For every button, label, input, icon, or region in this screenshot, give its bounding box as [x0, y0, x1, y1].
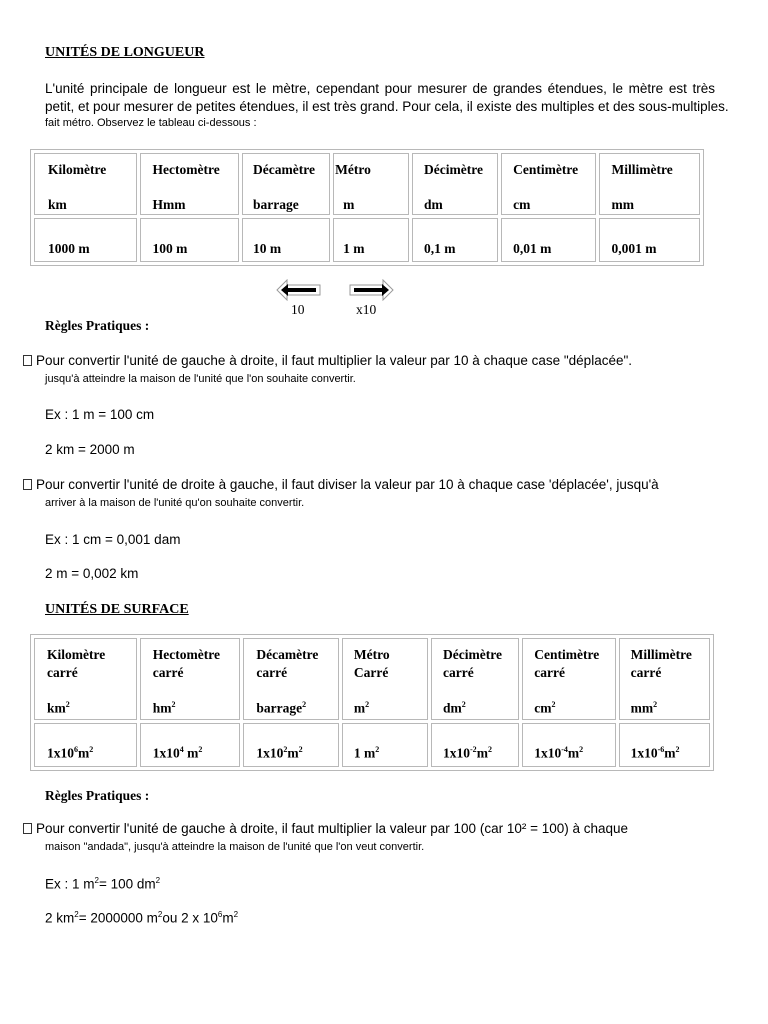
length-cell-mm: Millimètre mm — [599, 153, 700, 215]
bullet-icon — [23, 823, 32, 834]
length-rule1-example1: Ex : 1 m = 100 cm — [45, 407, 155, 422]
length-cell-dm: Décimètre dm — [412, 153, 498, 215]
surface-table — [30, 634, 714, 771]
surface-value-mm2: $1x10^{-6}m^2$ — [619, 723, 710, 767]
arrow-right-label: x10 — [356, 302, 377, 317]
surface-value-m2: 1 $m^2$ — [342, 723, 428, 767]
length-table — [30, 149, 704, 266]
surface-rule1-line2: maison "andada", jusqu'à atteindre la maison de l'unité que l'on veut convertir. — [45, 841, 425, 853]
length-rule1: Pour convertir l'unité de gauche à droite, il faut multiplier la valeur par 10 à chaque case "déplacée". — [23, 353, 632, 368]
arrow-left-icon — [276, 279, 322, 301]
length-table-value-row — [34, 218, 700, 262]
length-intro-line2: petit, et pour mesurer de petites étendues, il est très grand. Pour cela, il existe des multiples et des sous-multiples. — [45, 99, 729, 114]
surface-cell-mm2: Millimètre carré $mm^2$ — [619, 638, 710, 720]
surface-example2: 2 $km^2= 2000000$ $m^2ou$ 2 x $10^6m^2$ — [45, 910, 239, 926]
surface-cell-hm2: Hectomètre carré $hm^2$ — [140, 638, 241, 720]
surface-table-name-row — [34, 638, 710, 720]
length-cell-cm: Centimètre cm — [501, 153, 596, 215]
surface-rule1: Pour convertir l'unité de gauche à droite, il faut multiplier la valeur par 100 (car 10² = 100) à chaque — [23, 821, 628, 836]
length-rule1-example2: 2 km = 2000 m — [45, 442, 135, 457]
length-value-cm: 0,01 m — [501, 218, 596, 262]
length-rule2: Pour convertir l'unité de droite à gauche, il faut diviser la valeur par 10 à chaque case 'déplacée', jusqu'à — [23, 477, 659, 492]
surface-value-dam2: $1x10^2m^2$ — [243, 723, 338, 767]
surface-table-value-row — [34, 723, 710, 767]
length-rule2-example1: Ex : 1 cm = 0,001 dam — [45, 532, 181, 547]
length-heading: UNITÉS DE LONGUEUR — [45, 45, 205, 60]
length-value-km: 1000 m — [34, 218, 137, 262]
surface-value-dm2: $1x10^{-2}m^2$ — [431, 723, 519, 767]
length-cell-hm: Hectomètre Hmm — [140, 153, 239, 215]
bullet-icon — [23, 479, 32, 490]
length-value-m: 1 m — [333, 218, 409, 262]
surface-heading: UNITÉS DE SURFACE — [45, 602, 189, 617]
bullet-icon — [23, 355, 32, 366]
length-cell-km: Kilomètre km — [34, 153, 137, 215]
length-rules-title: Règles Pratiques : — [45, 318, 150, 333]
surface-value-km2: $1x10^6m^2$ — [34, 723, 137, 767]
arrow-right-icon — [348, 279, 394, 301]
length-value-dam: 10 m — [242, 218, 330, 262]
surface-rules-title: Règles Pratiques : — [45, 788, 150, 803]
surface-cell-dm2: Décimètre carré $dm^2$ — [431, 638, 519, 720]
length-value-mm: 0,001 m — [599, 218, 700, 262]
length-table-name-row — [34, 153, 700, 215]
surface-cell-km2: Kilomètre carré $km^2$ — [34, 638, 137, 720]
surface-value-hm2: $1x10^4$ $m^2$ — [140, 723, 241, 767]
surface-example1: Ex : 1 $m^2= 100$ $dm^2$ — [45, 876, 161, 892]
surface-cell-dam2: Décamètre carré barrage$^2$ — [243, 638, 338, 720]
length-rule2-example2: 2 m = 0,002 km — [45, 566, 139, 581]
length-value-hm: 100 m — [140, 218, 239, 262]
arrow-left-label: 10 — [291, 302, 305, 317]
length-rule1-line2: jusqu'à atteindre la maison de l'unité que l'on souhaite convertir. — [45, 373, 356, 385]
length-intro-line3: fait métro. Observez le tableau ci-dessous : — [45, 117, 257, 129]
length-rule2-line2: arriver à la maison de l'unité qu'on souhaite convertir. — [45, 497, 305, 509]
surface-cell-cm2: Centimètre carré $cm^2$ — [522, 638, 615, 720]
surface-cell-m2: Métro Carré $m^2$ — [342, 638, 428, 720]
length-cell-m: Métro m — [333, 153, 409, 215]
length-value-dm: 0,1 m — [412, 218, 498, 262]
length-intro-line1: L'unité principale de longueur est le mètre, cependant pour mesurer de grandes étendues, le mètre est très — [45, 81, 715, 96]
surface-value-cm2: $1x10^{-4}m^2$ — [522, 723, 615, 767]
length-cell-dam: Décamètre barrage — [242, 153, 330, 215]
